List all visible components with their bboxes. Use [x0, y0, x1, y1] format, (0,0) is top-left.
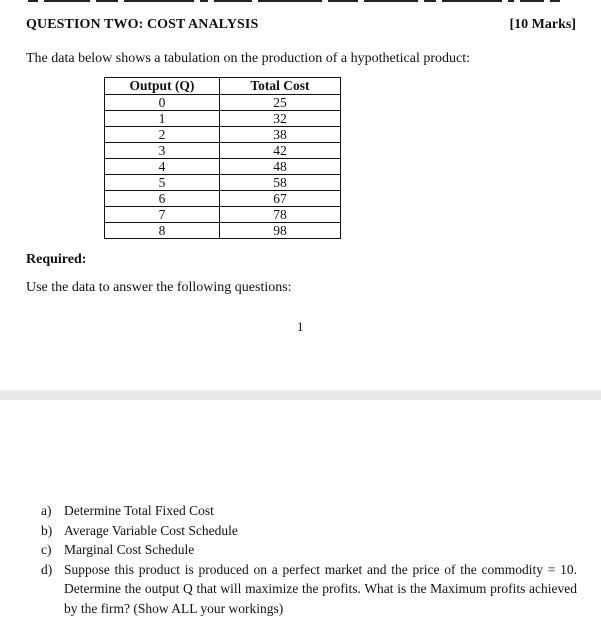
item-text: Marginal Cost Schedule: [64, 542, 195, 557]
item-text: Suppose this product is produced on a perfect market and the price of the commodity = 10. Determine the output Q that will maximize the profits. What is the Maximum profits achieved by the firm? (Show ALL your workings): [64, 561, 577, 616]
question-marks: [10 Marks]: [509, 17, 576, 32]
item-text: Determine Total Fixed Cost: [64, 503, 214, 518]
total-cost-cell: 48: [220, 159, 341, 175]
list-item: [41, 501, 577, 521]
item-label: c): [41, 542, 52, 557]
list-item: [41, 540, 577, 560]
list-item: [41, 560, 577, 619]
table-row: [105, 159, 341, 175]
output-cell: 2: [105, 127, 220, 143]
instruction-text: Use the data to answer the following questions:: [26, 280, 292, 295]
total-cost-cell: 38: [220, 127, 341, 143]
table-row: [105, 191, 341, 207]
column-header-total-cost: Total Cost: [220, 78, 341, 95]
output-cell: 5: [105, 175, 220, 191]
table-row: [105, 111, 341, 127]
total-cost-cell: 78: [220, 207, 341, 223]
question-list: [41, 501, 577, 618]
output-cell: 7: [105, 207, 220, 223]
output-cell: 1: [105, 111, 220, 127]
total-cost-cell: 32: [220, 111, 341, 127]
table-row: [105, 207, 341, 223]
item-label: b): [41, 522, 53, 538]
column-header-output: Output (Q): [105, 78, 220, 95]
output-cell: 3: [105, 143, 220, 159]
output-cell: 8: [105, 223, 220, 239]
table-header-row: [105, 78, 341, 95]
item-text: Average Variable Cost Schedule: [64, 522, 238, 538]
page-separator: [0, 390, 601, 400]
table-row: [105, 175, 341, 191]
output-cell: 0: [105, 95, 220, 111]
total-cost-cell: 58: [220, 175, 341, 191]
item-label: a): [41, 503, 52, 518]
total-cost-cell: 67: [220, 191, 341, 207]
total-cost-cell: 25: [220, 95, 341, 111]
total-cost-cell: 42: [220, 143, 341, 159]
output-cell: 4: [105, 159, 220, 175]
document-page-bottom: [0, 400, 601, 620]
table-row: [105, 127, 341, 143]
question-heading: QUESTION TWO: COST ANALYSIS: [26, 17, 259, 32]
cost-table: [104, 77, 341, 239]
cropped-previous-text-line: [28, 0, 576, 4]
item-label: d): [41, 561, 53, 577]
table-row: [105, 95, 341, 111]
required-label: Required:: [26, 252, 87, 267]
list-item: [41, 521, 577, 541]
total-cost-cell: 98: [220, 223, 341, 239]
output-cell: 6: [105, 191, 220, 207]
table-row: [105, 143, 341, 159]
table-row: [105, 223, 341, 239]
intro-text: The data below shows a tabulation on the production of a hypothetical product:: [26, 51, 470, 66]
page-number: 1: [297, 319, 304, 334]
